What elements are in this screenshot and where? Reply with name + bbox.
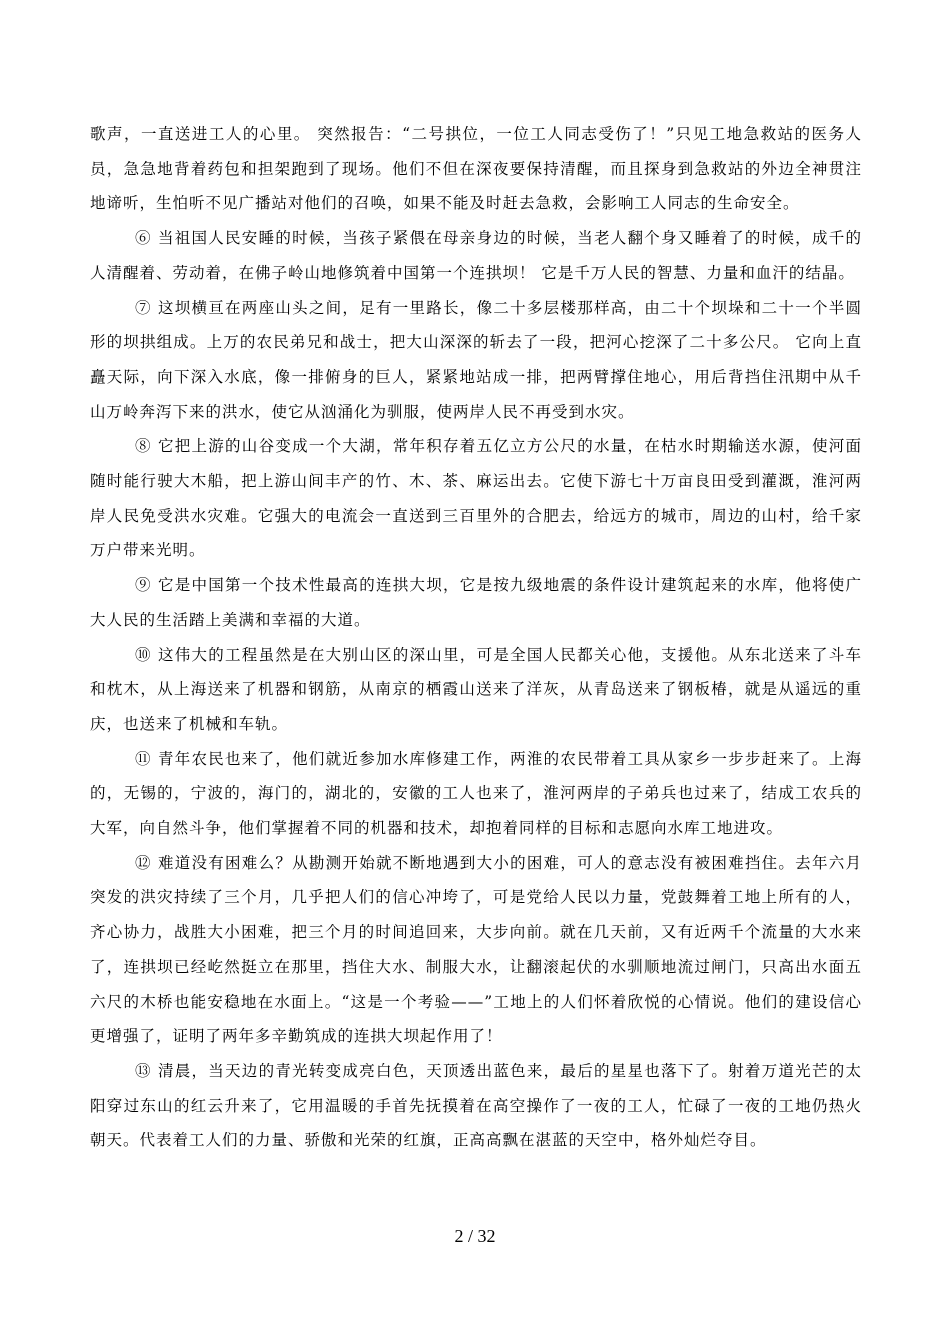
paragraph-continued: 歌声，一直送进工人的心里。 突然报告：“二号拱位，一位工人同志受伤了！”只见工地急救站的医务人员，急急地背着药包和担架跑到了现场。他们不但在深夜要保持清醒，而且探身到急救站的外边全神贯注地谛听，生怕听不见广播站对他们的召唤，如果不能及时赶去急救，会影响工人同志的生命安全。 [90,125,862,213]
paragraph-12: ⑫ 难道没有困难么？从勘测开始就不断地遇到大小的困难，可人的意志没有被困难挡住。去年六月突发的洪灾持续了三个月，几乎把人们的信心冲垮了，可是党给人民以力量，党鼓舞着工地上所有的人，齐心协力，战胜大小困难，把三个月的时间追回来，大步向前。就在几天前，又有近两千个流量的大水来了，连拱坝已经屹然挺立在那里，挡住大水、制服大水，让翻滚起伏的水驯顺地流过闸门，只高出水面五六尺的木桥也能安稳地在水面上。“这是一个考验——”工地上的人们怀着欣悦的心情说。他们的建设信心更增强了，证明了两年多辛勤筑成的连拱大坝起作用了！ [90,853,862,1046]
paragraph-8: ⑧ 它把上游的山谷变成一个大湖，常年积存着五亿立方公尺的水量，在枯水时期输送水源，使河面随时能行驶大木船，把上游山间丰产的竹、木、茶、麻运出去。它使下游七十万亩良田受到灌溉，淮河两岸人民免受洪水灾难。它强大的电流会一直送到三百里外的合肥去，给远方的城市，周边的山村，给千家万户带来光明。 [90,437,862,560]
article-body [90,117,862,1158]
paragraph-13: ⑬ 清晨，当天边的青光转变成亮白色，天顶透出蓝色来，最后的星星也落下了。射着万道光芒的太阳穿过东山的红云升来了，它用温暖的手首先抚摸着在高空操作了一夜的工人，忙碌了一夜的工地仍热火朝天。代表着工人们的力量、骄傲和光荣的红旗，正高高飘在湛蓝的天空中，格外灿烂夺目。 [90,1061,862,1150]
paragraph-11: ⑪ 青年农民也来了，他们就近参加水库修建工作，两淮的农民带着工具从家乡一步步赶来了。上海的，无锡的，宁波的，海门的，湖北的，安徽的工人也来了，淮河两岸的子弟兵也过来了，结成工农兵的大军，向自然斗争，他们掌握着不同的机器和技术，却抱着同样的目标和志愿向水库工地进攻。 [90,749,862,838]
paragraph-9: ⑨ 它是中国第一个技术性最高的连拱大坝，它是按九级地震的条件设计建筑起来的水库，他将使广大人民的生活踏上美满和幸福的大道。 [90,576,862,629]
paragraph-10: ⑩ 这伟大的工程虽然是在大别山区的深山里，可是全国人民都关心他，支援他。从东北送来了斗车和枕木，从上海送来了机器和钢筋，从南京的栖霞山送来了洋灰，从青岛送来了钢板椿，就是从遥远的重庆，也送来了机械和车轨。 [90,645,862,733]
paragraph-6: ⑥ 当祖国人民安睡的时候，当孩子紧偎在母亲身边的时候，当老人翻个身又睡着了的时候，成千的人清醒着、劳动着，在佛子岭山地修筑着中国第一个连拱坝！ 它是千万人民的智慧、力量和血汗的结晶。 [90,229,862,282]
paragraph-7: ⑦ 这坝横亘在两座山头之间，足有一里路长，像二十多层楼那样高，由二十个坝垛和二十一个半圆形的坝拱组成。上万的农民弟兄和战士，把大山深深的斩去了一段，把河心挖深了二十多公尺。 它向上直矗天际，向下深入水底，像一排俯身的巨人，紧紧地站成一排，把两臂撑住地心，用后背挡住汛期中从千山万岭奔泻下来的洪水，使它从汹涌化为驯服，使两岸人民不再受到水灾。 [90,298,862,421]
page-number: 2 / 32 [454,1226,496,1246]
